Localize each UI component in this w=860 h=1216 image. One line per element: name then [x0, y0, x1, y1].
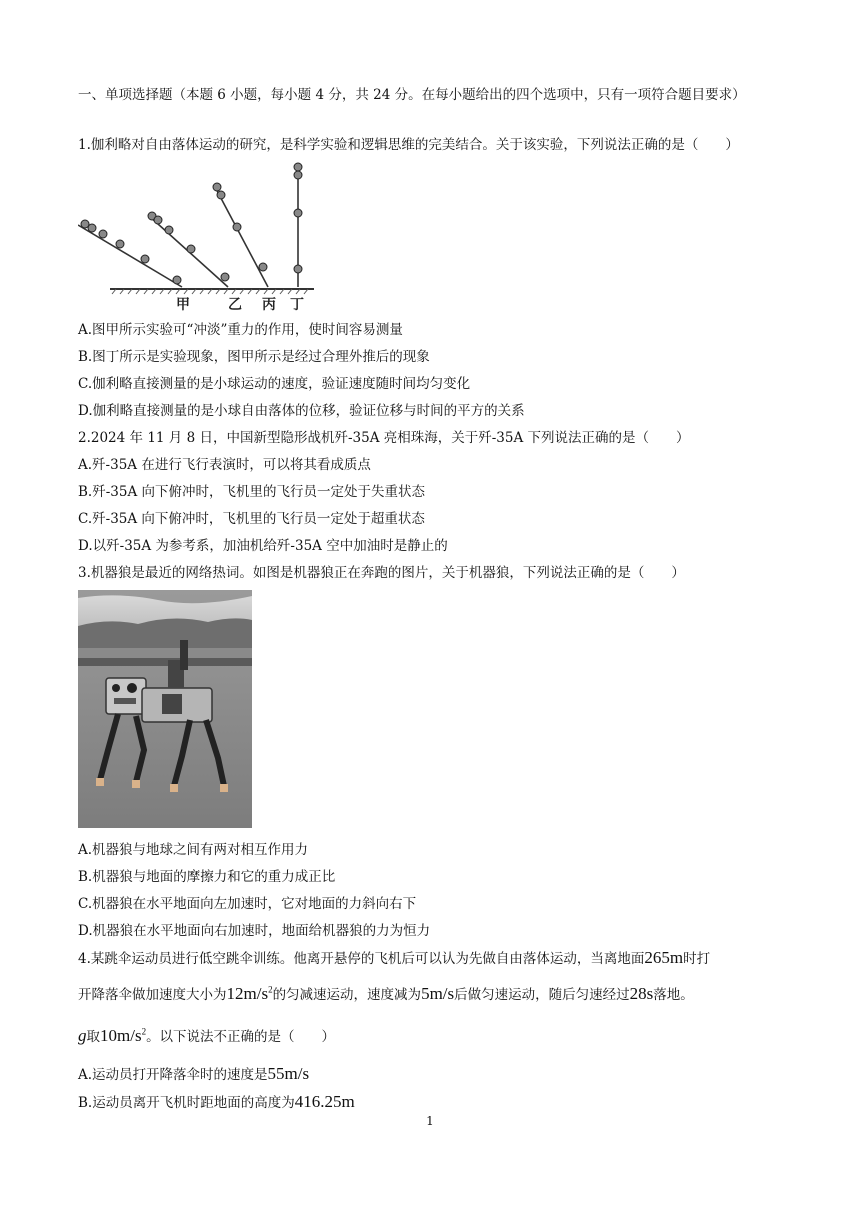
q2-option-d: D.以歼-35A 为参考系，加油机给歼-35A 空中加油时是静止的: [78, 538, 448, 554]
section-header: 一、单项选择题（本题 6 小题，每小题 4 分，共 24 分。在每小题给出的四个选项中，只有一项符合题目要求）: [78, 87, 746, 103]
acceleration-value: $12m/s^2$: [226, 984, 273, 1003]
gravity-value: $10m/s^2$: [100, 1026, 147, 1045]
figure-label-bing: 丙: [262, 297, 276, 313]
time-value: 28s: [629, 984, 654, 1003]
height-value: 265m: [644, 948, 684, 967]
question-3-stem: 3.机器狼是最近的网络热词。如图是机器狼正在奔跑的图片，关于机器狼，下列说法正确的是（ ）: [78, 565, 685, 581]
question-1-stem: 1.伽利略对自由落体运动的研究，是科学实验和逻辑思维的完美结合。关于该实验，下列说法正确的是（ ）: [78, 137, 739, 153]
galileo-incline-figure: [78, 157, 318, 317]
q4-option-b: B.运动员离开飞机时距地面的高度为416.25m: [78, 1092, 355, 1111]
figure-label-ding: 丁: [290, 297, 304, 313]
q3-option-c: C.机器狼在水平地面向左加速时，它对地面的力斜向右下: [78, 896, 417, 912]
velocity-value: 5m/s: [421, 984, 455, 1003]
q4-option-a: A.运动员打开降落伞时的速度是55m/s: [78, 1064, 310, 1083]
q1-option-c: C.伽利略直接测量的是小球运动的速度，验证速度随时间均匀变化: [78, 376, 471, 392]
q1-option-b: B.图丁所示是实验现象，图甲所示是经过合理外推后的现象: [78, 349, 430, 365]
q2-option-c: C.歼-35A 向下俯冲时，飞机里的飞行员一定处于超重状态: [78, 511, 425, 527]
question-4-stem-line3: g取$10m/s^2$。以下说法不正确的是（ ）: [78, 1026, 336, 1045]
page-number: 1: [426, 1114, 434, 1128]
figure-label-yi: 乙: [228, 297, 242, 313]
question-4-stem-line2: 开降落伞做加速度大小为$12m/s^2$的匀减速运动，速度减为5m/s后做匀速运动，随后匀速经过28s落地。: [78, 984, 694, 1003]
q3-option-a: A.机器狼与地球之间有两对相互作用力: [78, 842, 309, 858]
robot-wolf-photo: [78, 590, 252, 828]
q1-option-d: D.伽利略直接测量的是小球自由落体的位移，验证位移与时间的平方的关系: [78, 403, 525, 419]
q2-option-b: B.歼-35A 向下俯冲时，飞机里的飞行员一定处于失重状态: [78, 484, 425, 500]
q2-option-a: A.歼-35A 在进行飞行表演时，可以将其看成质点: [78, 457, 371, 473]
question-4-stem-line1: 4.某跳伞运动员进行低空跳伞训练。他离开悬停的飞机后可以认为先做自由落体运动，当离地面265m时打: [78, 948, 711, 967]
question-2-stem: 2.2024 年 11 月 8 日，中国新型隐形战机歼-35A 亮相珠海，关于歼-35A 下列说法正确的是（ ）: [78, 430, 690, 446]
figure-label-jia: 甲: [176, 297, 190, 313]
q1-option-a: A.图甲所示实验可“冲淡”重力的作用，使时间容易测量: [78, 322, 403, 338]
q3-option-d: D.机器狼在水平地面向右加速时，地面给机器狼的力为恒力: [78, 923, 431, 939]
q3-option-b: B.机器狼与地面的摩擦力和它的重力成正比: [78, 869, 336, 885]
